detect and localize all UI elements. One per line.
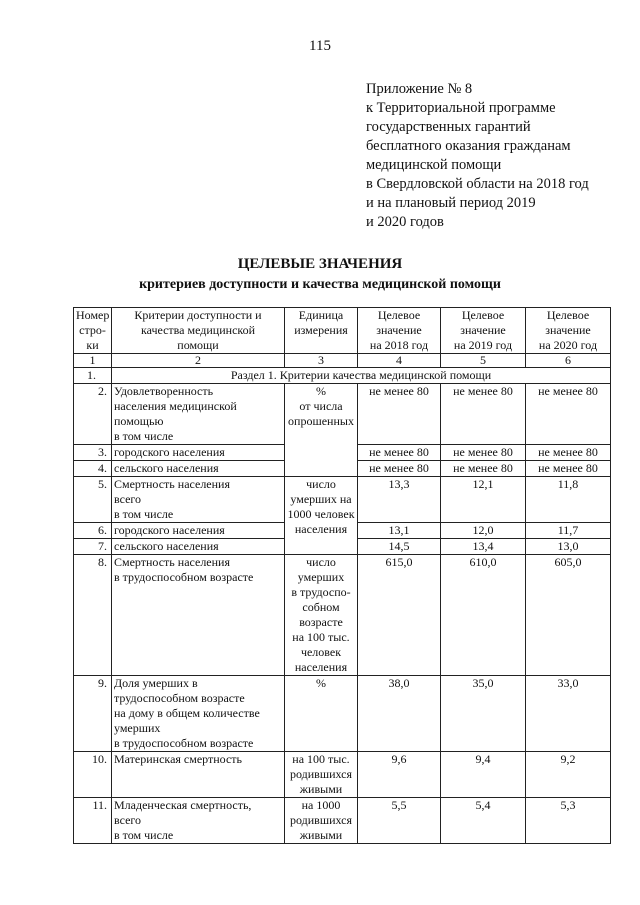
value-2020: 605,0 bbox=[526, 555, 611, 676]
row-number: 5. bbox=[74, 477, 112, 523]
page-number: 115 bbox=[309, 38, 331, 54]
row-criterion: Смертность населения всего в том числе bbox=[112, 477, 285, 523]
value-2019: 35,0 bbox=[441, 676, 526, 752]
document-title: ЦЕЛЕВЫЕ ЗНАЧЕНИЯ bbox=[237, 256, 403, 272]
value-2020: 33,0 bbox=[526, 676, 611, 752]
row-unit: % от числа опрошенных bbox=[285, 384, 358, 477]
column-index: 2 bbox=[112, 354, 285, 368]
column-index: 4 bbox=[358, 354, 441, 368]
value-2019: 610,0 bbox=[441, 555, 526, 676]
value-2018: не менее 80 bbox=[358, 461, 441, 477]
row-number: 11. bbox=[74, 798, 112, 844]
value-2020: 5,3 bbox=[526, 798, 611, 844]
row-unit: на 100 тыс. родившихся живыми bbox=[285, 752, 358, 798]
header-num: Номер стро- ки bbox=[74, 308, 112, 354]
value-2018: 14,5 bbox=[358, 539, 441, 555]
row-unit: число умерших в трудоспо- собном возрасте на 100 тыс. человек населения bbox=[285, 555, 358, 676]
value-2018: 13,1 bbox=[358, 523, 441, 539]
annex-block bbox=[366, 80, 628, 232]
value-2020: не менее 80 bbox=[526, 461, 611, 477]
value-2018: 615,0 bbox=[358, 555, 441, 676]
value-2019: не менее 80 bbox=[441, 384, 526, 445]
table-row bbox=[74, 477, 611, 523]
row-number: 9. bbox=[74, 676, 112, 752]
column-index: 3 bbox=[285, 354, 358, 368]
column-index: 6 bbox=[526, 354, 611, 368]
row-number: 3. bbox=[74, 445, 112, 461]
row-number: 8. bbox=[74, 555, 112, 676]
row-criterion: Младенческая смертность, всего в том числе bbox=[112, 798, 285, 844]
row-number: 6. bbox=[74, 523, 112, 539]
column-index: 5 bbox=[441, 354, 526, 368]
annex-line: Приложение № 8 bbox=[366, 81, 473, 97]
value-2019: 9,4 bbox=[441, 752, 526, 798]
value-2018: 9,6 bbox=[358, 752, 441, 798]
value-2019: не менее 80 bbox=[441, 445, 526, 461]
row-criterion: Доля умерших в трудоспособном возрасте на дому в общем количестве умерших в трудоспособном возрасте bbox=[112, 676, 285, 752]
value-2018: не менее 80 bbox=[358, 384, 441, 445]
section-title: Раздел 1. Критерии качества медицинской помощи bbox=[112, 368, 611, 384]
row-criterion: сельского населения bbox=[112, 461, 285, 477]
section-row bbox=[74, 368, 611, 384]
table-row bbox=[74, 798, 611, 844]
row-criterion: Смертность населения в трудоспособном возрасте bbox=[112, 555, 285, 676]
table-row bbox=[74, 676, 611, 752]
table-row bbox=[74, 752, 611, 798]
row-criterion: сельского населения bbox=[112, 539, 285, 555]
value-2020: 9,2 bbox=[526, 752, 611, 798]
header-unit: Единица измерения bbox=[285, 308, 358, 354]
value-2019: 12,1 bbox=[441, 477, 526, 523]
row-number: 2. bbox=[74, 384, 112, 445]
row-unit: % bbox=[285, 676, 358, 752]
value-2018: 5,5 bbox=[358, 798, 441, 844]
row-criterion: городского населения bbox=[112, 445, 285, 461]
value-2020: не менее 80 bbox=[526, 445, 611, 461]
table-row bbox=[74, 384, 611, 445]
row-unit: на 1000 родившихся живыми bbox=[285, 798, 358, 844]
column-index: 1 bbox=[74, 354, 112, 368]
value-2020: 11,7 bbox=[526, 523, 611, 539]
row-number: 4. bbox=[74, 461, 112, 477]
annex-line: бесплатного оказания гражданам bbox=[366, 138, 571, 154]
row-number: 10. bbox=[74, 752, 112, 798]
value-2018: 13,3 bbox=[358, 477, 441, 523]
annex-line: и на плановый период 2019 bbox=[366, 195, 536, 211]
criteria-table bbox=[73, 307, 611, 844]
row-number: 7. bbox=[74, 539, 112, 555]
header-criteria: Критерии доступности и качества медицинской помощи bbox=[112, 308, 285, 354]
annex-line: и 2020 годов bbox=[366, 214, 444, 230]
table-row bbox=[74, 555, 611, 676]
value-2020: 11,8 bbox=[526, 477, 611, 523]
value-2019: 13,4 bbox=[441, 539, 526, 555]
row-number: 1. bbox=[74, 368, 112, 384]
document-subtitle: критериев доступности и качества медицинской помощи bbox=[139, 277, 501, 292]
value-2020: не менее 80 bbox=[526, 384, 611, 445]
value-2018: 38,0 bbox=[358, 676, 441, 752]
value-2018: не менее 80 bbox=[358, 445, 441, 461]
column-index-row bbox=[74, 354, 611, 368]
annex-line: медицинской помощи bbox=[366, 157, 502, 173]
annex-line: к Территориальной программе bbox=[366, 100, 556, 116]
header-2019: Целевое значение на 2019 год bbox=[441, 308, 526, 354]
annex-line: государственных гарантий bbox=[366, 119, 531, 135]
value-2019: 12,0 bbox=[441, 523, 526, 539]
header-2018: Целевое значение на 2018 год bbox=[358, 308, 441, 354]
annex-line: в Свердловской области на 2018 год bbox=[366, 176, 589, 192]
header-2020: Целевое значение на 2020 год bbox=[526, 308, 611, 354]
row-criterion: Удовлетворенность населения медицинской помощью в том числе bbox=[112, 384, 285, 445]
row-criterion: Материнская смертность bbox=[112, 752, 285, 798]
row-unit: число умерших на 1000 человек населения bbox=[285, 477, 358, 555]
header-row bbox=[74, 308, 611, 354]
value-2019: не менее 80 bbox=[441, 461, 526, 477]
value-2019: 5,4 bbox=[441, 798, 526, 844]
row-criterion: городского населения bbox=[112, 523, 285, 539]
value-2020: 13,0 bbox=[526, 539, 611, 555]
